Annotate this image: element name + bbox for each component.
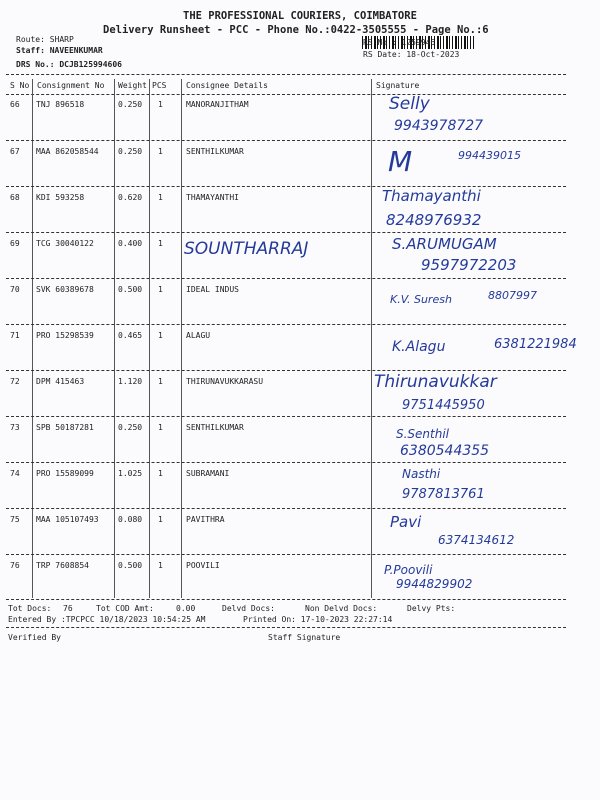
tot-docs-label: Tot Docs:	[8, 604, 52, 613]
row-weight: 0.500	[118, 285, 143, 294]
col-sno: S No	[10, 81, 30, 90]
delvy-pts-label: Delvy Pts:	[407, 604, 456, 613]
row-weight: 0.465	[118, 331, 143, 340]
signature-phone: 6380544355	[400, 443, 490, 459]
row-pcs: 1	[158, 285, 163, 294]
table-row	[6, 508, 566, 555]
signature-name: K.V. Suresh	[390, 293, 452, 306]
tot-cod-label: Tot COD Amt:	[96, 604, 154, 613]
row-consignee: THIRUNAVUKKARASU	[186, 377, 264, 386]
row-sno: 76	[10, 561, 20, 570]
footer-rule	[6, 627, 566, 628]
row-consignee: THAMAYANTHI	[186, 193, 239, 202]
header-rule-top	[6, 74, 566, 75]
signature-name: Nasthi	[402, 467, 441, 481]
table-row	[6, 554, 566, 601]
row-consignment: PRO 15589099	[36, 469, 94, 478]
tot-docs-value: 76	[63, 604, 73, 613]
signature-phone: 994439015	[458, 149, 521, 162]
row-pcs: 1	[158, 561, 163, 570]
signature-name: M	[388, 145, 413, 178]
row-pcs: 1	[158, 331, 163, 340]
row-weight: 1.025	[118, 469, 143, 478]
table-row	[6, 416, 566, 463]
company-title: THE PROFESSIONAL COURIERS, COIMBATORE	[183, 10, 417, 22]
signature-name: S.Senthil	[396, 427, 450, 441]
row-consignee: IDEAL INDUS	[186, 285, 239, 294]
row-consignment: TRP 7608854	[36, 561, 89, 570]
delvd-docs-label: Delvd Docs:	[222, 604, 275, 613]
row-consignee: MANORANJITHAM	[186, 100, 249, 109]
table-row	[6, 94, 566, 140]
row-sno: 71	[10, 331, 20, 340]
row-sno: 66	[10, 100, 20, 109]
row-sno: 72	[10, 377, 20, 386]
table-row	[6, 140, 566, 187]
row-weight: 0.400	[118, 239, 143, 248]
row-pcs: 1	[158, 469, 163, 478]
tot-cod-value: 0.00	[176, 604, 196, 613]
printed-on: Printed On: 17-10-2023 22:27:14	[243, 615, 393, 624]
route-label: Route: SHARP	[16, 35, 74, 44]
row-weight: 1.120	[118, 377, 143, 386]
signature-name: Thamayanthi	[382, 187, 481, 205]
table-row	[6, 232, 566, 279]
row-consignment: MAA 105107493	[36, 515, 99, 524]
rs-date: RS Date: 18-Oct-2023	[363, 50, 460, 59]
table-row	[6, 324, 577, 371]
signature-name: Pavi	[390, 513, 422, 531]
signature-name: Selly	[389, 94, 430, 114]
row-consignee: SENTHILKUMAR	[186, 423, 244, 432]
col-weight: Weight	[118, 81, 147, 90]
table-row	[6, 462, 566, 509]
signature-name: K.Alagu	[392, 339, 446, 355]
staff-label: Staff: NAVEENKUMAR	[16, 46, 103, 55]
signature-name: P.Poovili	[384, 563, 433, 577]
row-weight: 0.250	[118, 100, 143, 109]
staff-signature: Staff Signature	[268, 633, 341, 642]
row-consignee: SUBRAMANI	[186, 469, 230, 478]
signature-phone: 9943978727	[394, 118, 484, 134]
row-consignee: ALAGU	[186, 331, 211, 340]
col-consignee: Consignee Details	[186, 81, 268, 90]
row-weight: 0.620	[118, 193, 143, 202]
row-consignment: DPM 415463	[36, 377, 85, 386]
row-pcs: 1	[158, 377, 163, 386]
row-consignment: SPB 50187281	[36, 423, 94, 432]
row-consignee: SOUNTHARRAJ	[184, 239, 309, 259]
row-sno: 68	[10, 193, 20, 202]
signature-name: S.ARUMUGAM	[392, 235, 497, 253]
signature-phone: 6374134612	[438, 533, 515, 547]
row-sno: 70	[10, 285, 20, 294]
row-weight: 0.250	[118, 147, 143, 156]
signature-phone: 8248976932	[386, 211, 482, 229]
row-consignment: PRO 15298539	[36, 331, 94, 340]
non-delvd-docs-label: Non Delvd Docs:	[305, 604, 378, 613]
row-consignment: MAA 862058544	[36, 147, 99, 156]
row-pcs: 1	[158, 100, 163, 109]
row-pcs: 1	[158, 193, 163, 202]
signature-phone: 8807997	[488, 289, 537, 302]
verified-by: Verified By	[8, 633, 61, 642]
col-consignment: Consignment No	[37, 81, 105, 90]
rs-number: RS No.: 1259946	[363, 38, 436, 47]
signature-phone: 9944829902	[396, 577, 473, 591]
signature-phone: 9787813761	[402, 487, 485, 502]
signature-name: Thirunavukkar	[374, 372, 497, 392]
row-weight: 0.250	[118, 423, 143, 432]
entered-by: Entered By :TPCPCC 10/18/2023 10:54:25 AM	[8, 615, 206, 624]
row-consignee: SENTHILKUMAR	[186, 147, 244, 156]
table-row	[6, 278, 566, 325]
row-weight: 0.500	[118, 561, 143, 570]
row-sno: 69	[10, 239, 20, 248]
row-consignee: PAVITHRA	[186, 515, 225, 524]
row-sno: 73	[10, 423, 20, 432]
signature-phone: 6381221984	[494, 337, 577, 352]
row-pcs: 1	[158, 147, 163, 156]
drs-number: DRS No.: DCJB125994606	[16, 60, 122, 69]
row-pcs: 1	[158, 239, 163, 248]
table-row	[6, 186, 566, 233]
table-bottom-rule	[6, 599, 566, 600]
signature-phone: 9597972203	[421, 256, 517, 274]
table-row	[6, 370, 566, 417]
row-pcs: 1	[158, 423, 163, 432]
row-sno: 74	[10, 469, 20, 478]
row-consignment: KDI 593258	[36, 193, 85, 202]
col-pcs: PCS	[152, 81, 167, 90]
row-consignment: TNJ 896518	[36, 100, 85, 109]
row-sno: 75	[10, 515, 20, 524]
row-consignment: SVK 60389678	[36, 285, 94, 294]
signature-phone: 9751445950	[402, 398, 485, 413]
row-consignee: POOVILI	[186, 561, 220, 570]
runsheet-subtitle: Delivery Runsheet - PCC - Phone No.:0422-3505555 - Page No.:6	[103, 24, 489, 36]
col-signature: Signature	[376, 81, 420, 90]
row-pcs: 1	[158, 515, 163, 524]
row-weight: 0.080	[118, 515, 143, 524]
row-consignment: TCG 30040122	[36, 239, 94, 248]
row-sno: 67	[10, 147, 20, 156]
